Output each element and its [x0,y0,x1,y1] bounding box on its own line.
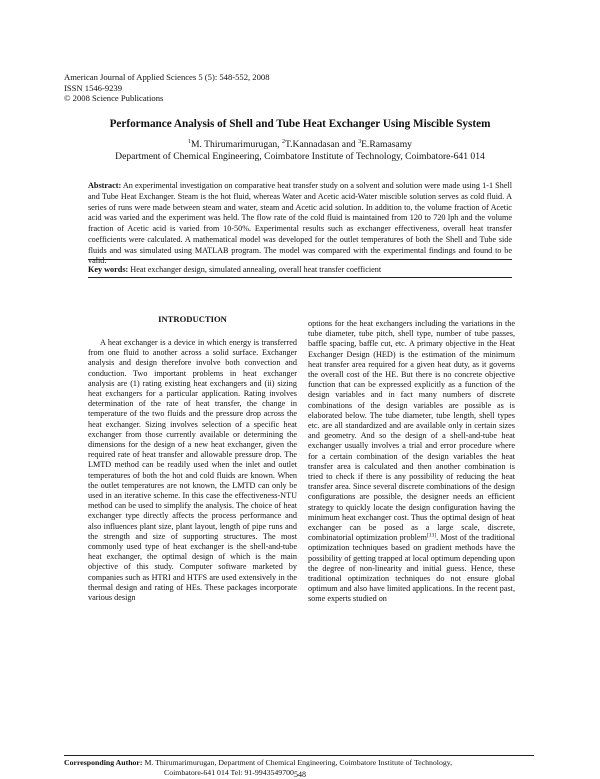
affiliation: Department of Chemical Engineering, Coimbatore Institute of Technology, Coimbatore-641 014 [115,151,485,162]
corresponding-label: Corresponding Author: [64,758,143,767]
intro-right-text-b: . Most of the traditional optimization techniques based on gradient methods have the possibility of getting trapped at local optimum depending upon the degree of non-linearity and initial guess. Hence, these traditional optimization techniques do not ensure global optimum and also have limited applications. In the recent past, some experts studied on [308,533,515,604]
introduction-heading: INTRODUCTION [158,314,227,324]
keywords [88,265,512,274]
corresponding-details: M. Thirumarimurugan, Department of Chemical Engineering, Coimbatore Institute of Technology, [142,758,453,767]
journal-copyright: © 2008 Science Publications [64,93,164,104]
paper-title: Performance Analysis of Shell and Tube Heat Exchanger Using Miscible System [109,118,491,130]
keywords-rule [88,277,512,278]
footer-rule [64,755,534,756]
author-1: M. Thirumarimurugan, [191,139,282,150]
author-2-sup: 2 [281,138,285,145]
keywords-text: Heat exchanger design, simulated annealing, overall heat transfer coefficient [128,265,382,274]
page-number: 548 [294,770,306,779]
corresponding-line-2: Coimbatore-641 014 Tel: 91-9943549700 [164,767,294,777]
author-2: T.Kannadasan and [284,139,359,150]
author-3-sup: 3 [358,138,362,145]
left-column [88,338,297,603]
journal-citation: American Journal of Applied Sciences 5 (5): 548-552, 2008 [64,72,270,82]
journal-header [64,72,270,104]
journal-issn: ISSN 1546-9239 [64,82,123,93]
abstract-text: An experimental investigation on comparative heat transfer study on a solvent and solution were made using 1-1 Shell and Tube Heat Exchanger. Steam is the hot fluid, whereas Water and Acetic acid-Water miscible solution serves as cold fluid. A series of runs were made between steam and water, steam and Acetic acid solution. In addition to, the volume fraction of Acetic acid was varied and the experiment was held. The flow rate of the cold fluid is maintained from 120 to 720 lph and the volume fraction of Acetic acid is varied from 10-50%. Experimental results such as exchanger effectiveness, overall heat transfer coefficients were calculated. A mathematical model was developed for the outlet temperatures of both the Shell and Tube side fluids and was simulated using MATLAB program. The model was compared with the experimental findings and found to be valid. [88,181,512,266]
keywords-label: Key words: [88,265,129,274]
abstract-label: Abstract: [88,181,122,190]
intro-right-text-a: options for the heat exchangers including the variations in the tube diameter, tube pitch, shell type, number of tube passes, baffle spacing, baffle cut, etc. A primary objective in the Heat Exchanger Design (HED) is the estimation of the minimum heat transfer area required for a given heat duty, as it governs the overall cost of the HE. But there is no concrete objective function that can be expressed explicitly as a function of the design variables and in fact many numbers of discrete combinations of the design variables are possible as is elaborated below. The tube diameter, tube length, shell types etc. are all standardized and are available only in certain sizes and geometry. And so the design of a shell-and-tube heat exchanger usually involves a trial and error procedure where for a certain combination of the design variables the heat transfer area is calculated and then another combination is tried to check if there is any possibility of reducing the heat transfer area. Since several discrete combinations of the design configurations are possible, the designer needs an efficient strategy to quickly locate the design configuration having the minimum heat exchanger cost. Thus the optimal design of heat exchanger can be posed as a large scale, discrete, combinatorial optimization problem [308,319,515,543]
abstract-rule [88,259,512,260]
right-column [308,319,515,605]
intro-paragraph-right [308,319,515,605]
corresponding-line-1 [64,758,534,768]
author-block [64,139,536,163]
intro-paragraph-left: A heat exchanger is a device in which energy is transferred from one fluid to another across a solid surface. Exchanger analysis and design therefore involve both convection and conduction. Two important problems in heat exchanger analysis are (1) rating existing heat exchangers and (ii) sizing heat exchangers for a particular application. Rating involves determination of the rate of heat transfer, the change in temperature of the two fluids and the pressure drop across the heat exchanger. Sizing involves selection of a specific heat exchanger from those currently available or determining the dimensions for the design of a new heat exchanger, given the required rate of heat transfer and allowable pressure drop. The LMTD method can be readily used when the inlet and outlet temperatures of both the hot and cold fluids are known. When the outlet temperatures are not known, the LMTD can only be used in an iterative scheme. In this case the effectiveness-NTU method can be used to simplify the analysis. The choice of heat exchanger type directly affects the process performance and also influences plant size, plant layout, length of pipe runs and the strength and size of supporting structures. The most commonly used type of heat exchanger is the shell-and-tube heat exchanger, the optimal design of which is the main objective of this study. Computer software marketed by companies such as HTRI and HTFS are used extensively in the thermal design and rating of HEs. These packages incorporate various design [88,338,297,603]
author-list [64,139,536,151]
citation-ref: [13] [426,532,437,539]
author-3: E.Ramasamy [361,139,412,150]
author-1-sup: 1 [188,138,192,145]
abstract [88,181,512,267]
